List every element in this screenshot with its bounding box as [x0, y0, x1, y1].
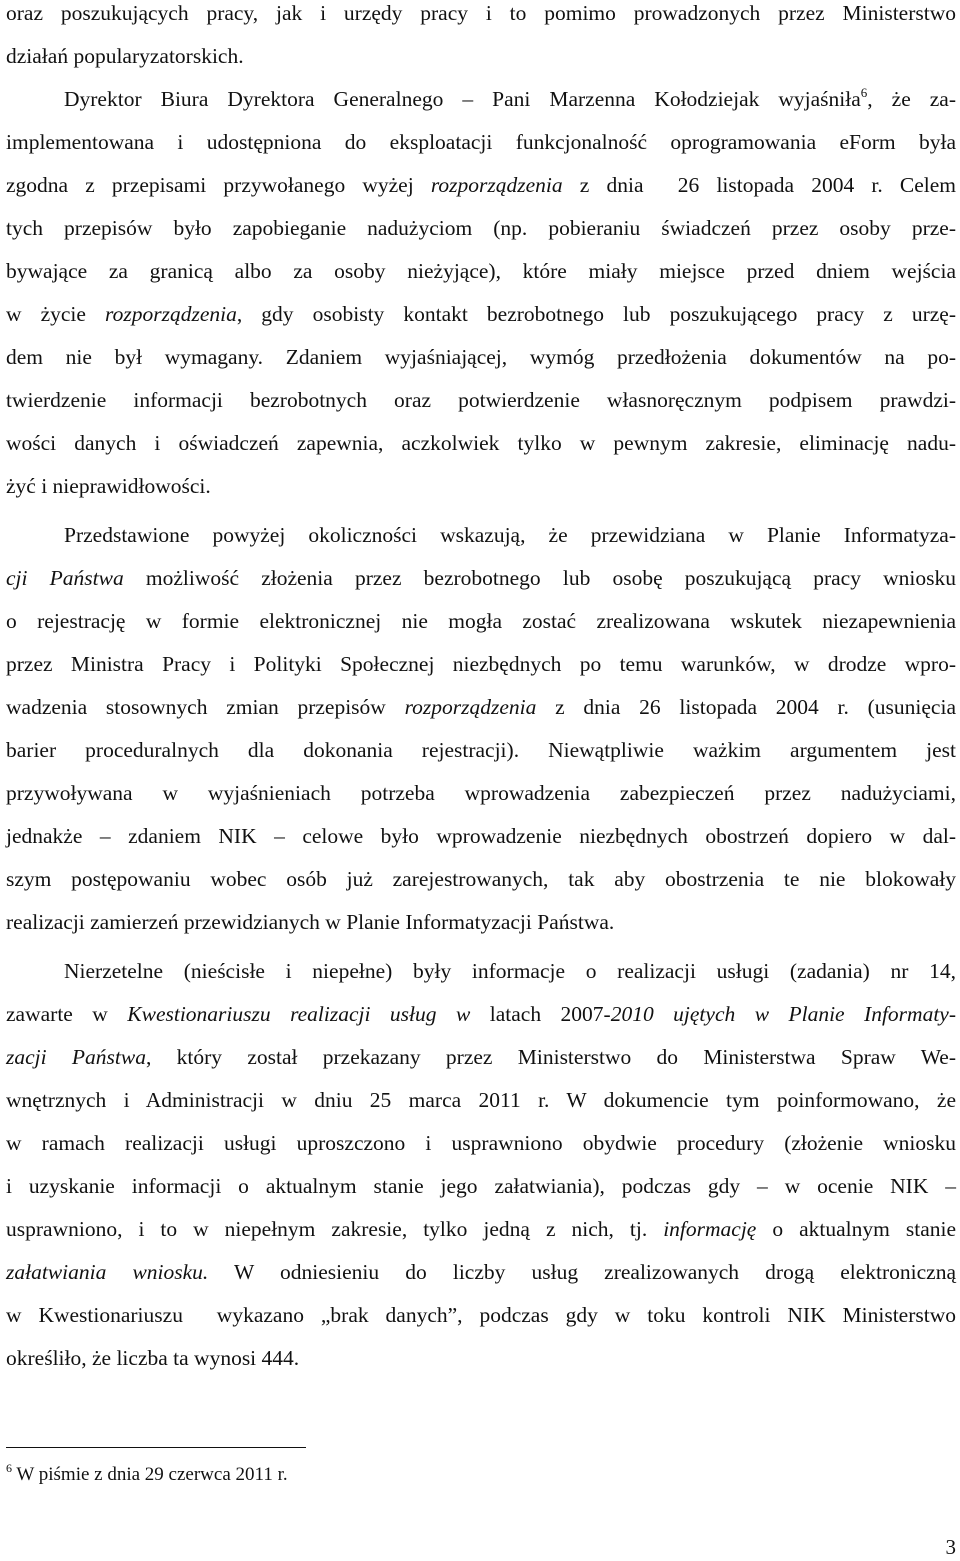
text-line	[6, 387, 956, 413]
text-line	[6, 608, 956, 634]
text-segment: zacji Państwa	[6, 1045, 146, 1069]
text-segment: 2010 ujętych w Planie Informaty-	[610, 1002, 956, 1026]
text-segment: cji Państwa	[6, 566, 124, 590]
text-segment: tych przepisów było zapobieganie nadużyciom (np. pobieraniu świadczeń przez osoby prze-	[6, 216, 956, 240]
text-segment: w ramach realizacji usługi uproszczono i usprawniono obydwie procedury (złożenie wniosku	[6, 1131, 956, 1155]
page-number: 3	[945, 1535, 956, 1559]
text-segment: szym postępowaniu wobec osób już zarejestrowanych, tak aby obostrzenia te nie blokowały	[6, 867, 956, 891]
text-line	[6, 1173, 956, 1199]
text-segment: rozporządzenia	[430, 173, 563, 197]
text-line	[6, 1130, 956, 1156]
text-line	[6, 565, 956, 591]
text-segment: załatwiania wniosku.	[6, 1260, 209, 1284]
text-segment: o rejestrację w formie elektronicznej nie mogła zostać zrealizowana wskutek niezapewnienia	[6, 609, 956, 633]
text-line	[6, 0, 956, 26]
text-segment: latach 2007-	[470, 1002, 611, 1026]
text-line	[6, 1302, 956, 1328]
text-segment: usprawniono, i to w niepełnym zakresie, tylko jedną z nich, tj.	[6, 1217, 664, 1241]
text-line	[64, 522, 956, 548]
text-line	[64, 86, 956, 112]
text-segment: jednakże – zdaniem NIK – celowe było wprowadzenie niezbędnych obostrzeń dopiero w dal-	[6, 824, 956, 848]
text-segment: wości danych i oświadczeń zapewnia, aczkolwiek tylko w pewnym zakresie, eliminację nadu-	[6, 431, 956, 455]
text-segment: możliwość złożenia przez bezrobotnego lub osobę poszukującą pracy wniosku	[123, 566, 956, 590]
text-segment: z dnia 26 listopada 2004 r. Celem	[562, 173, 956, 197]
text-segment: Dyrektor Biura Dyrektora Generalnego – Pani Marzenna Kołodziejak wyjaśniła	[64, 87, 861, 111]
text-line	[6, 43, 956, 69]
text-segment: żyć i nieprawidłowości.	[6, 474, 211, 498]
footnote	[6, 1463, 288, 1487]
text-segment: barier proceduralnych dla dokonania rejestracji). Niewątpliwie ważkim argumentem jest	[6, 738, 956, 762]
text-line	[6, 301, 956, 327]
text-line	[6, 694, 956, 720]
text-segment: , że za-	[867, 87, 956, 111]
text-line	[6, 909, 956, 935]
text-line	[6, 473, 956, 499]
text-line	[6, 737, 956, 763]
text-segment: przez Ministra Pracy i Polityki Społecznej niezbędnych po temu warunków, w drodze wpro-	[6, 652, 956, 676]
text-segment: wnętrznych i Administracji w dniu 25 marca 2011 r. W dokumencie tym poinformowano, że	[6, 1088, 956, 1112]
text-line	[6, 823, 956, 849]
footnote-text: W piśmie z dnia 29 czerwca 2011 r.	[12, 1464, 288, 1485]
text-line	[6, 651, 956, 677]
text-segment: i uzyskanie informacji o aktualnym stanie jego załatwiania), podczas gdy – w ocenie NIK –	[6, 1174, 956, 1198]
text-segment: w Kwestionariuszu wykazano „brak danych”, podczas gdy w toku kontroli NIK Ministerstwo	[6, 1303, 956, 1327]
footnote-reference: 6	[860, 85, 868, 100]
text-segment: działań popularyzatorskich.	[6, 44, 244, 68]
text-segment: , gdy osobisty kontakt bezrobotnego lub poszukującego pracy z urzę-	[236, 302, 956, 326]
text-segment: realizacji zamierzeń przewidzianych w Planie Informatyzacji Państwa.	[6, 910, 615, 934]
text-segment: twierdzenie informacji bezrobotnych oraz potwierdzenie własnoręcznym podpisem prawdzi-	[6, 388, 956, 412]
text-line	[64, 958, 956, 984]
text-segment: rozporządzenia	[105, 302, 237, 326]
text-segment: Kwestionariuszu realizacji usług w	[127, 1002, 471, 1026]
text-segment: bywające za granicą albo za osoby nieżyjące), które miały miejsce przed dniem wejścia	[6, 259, 956, 283]
text-line	[6, 780, 956, 806]
text-line	[6, 1087, 956, 1113]
text-segment: rozporządzenia	[404, 695, 537, 719]
footnote-marker: 6	[6, 1461, 12, 1475]
text-segment: określiło, że liczba ta wynosi 444.	[6, 1346, 300, 1370]
text-segment: Przedstawione powyżej okoliczności wskazują, że przewidziana w Planie Informatyza-	[64, 523, 956, 547]
text-segment: W odniesieniu do liczby usług zrealizowanych drogą elektroniczną	[208, 1260, 957, 1284]
text-line	[6, 1345, 956, 1371]
text-line	[6, 430, 956, 456]
text-segment: w życie	[6, 302, 106, 326]
text-line	[6, 1259, 956, 1285]
text-line	[6, 1044, 956, 1070]
text-segment: oraz poszukujących pracy, jak i urzędy pracy i to pomimo prowadzonych przez Ministerstwo	[6, 1, 956, 25]
text-segment: przywoływana w wyjaśnieniach potrzeba wprowadzenia zabezpieczeń przez nadużyciami,	[6, 781, 956, 805]
text-line	[6, 129, 956, 155]
text-segment: informację	[663, 1217, 757, 1241]
text-segment: , który został przekazany przez Ministerstwo do Ministerstwa Spraw We-	[145, 1045, 956, 1069]
text-line	[6, 215, 956, 241]
text-segment: implementowana i udostępniona do eksploatacji funkcjonalność oprogramowania eForm była	[6, 130, 956, 154]
text-line	[6, 1001, 956, 1027]
text-segment: Nierzetelne (nieścisłe i niepełne) były informacje o realizacji usługi (zadania) nr 14,	[64, 959, 956, 983]
text-segment: z dnia 26 listopada 2004 r. (usunięcia	[536, 695, 956, 719]
text-line	[6, 866, 956, 892]
text-segment: wadzenia stosownych zmian przepisów	[6, 695, 405, 719]
text-line	[6, 344, 956, 370]
text-segment: dem nie był wymagany. Zdaniem wyjaśniającej, wymóg przedłożenia dokumentów na po-	[6, 345, 956, 369]
footnote-separator	[6, 1447, 306, 1448]
text-segment: zawarte w	[6, 1002, 128, 1026]
text-line	[6, 172, 956, 198]
text-segment: o aktualnym stanie	[756, 1217, 957, 1241]
text-line	[6, 1216, 956, 1242]
text-segment: zgodna z przepisami przywołanego wyżej	[6, 173, 431, 197]
text-line	[6, 258, 956, 284]
